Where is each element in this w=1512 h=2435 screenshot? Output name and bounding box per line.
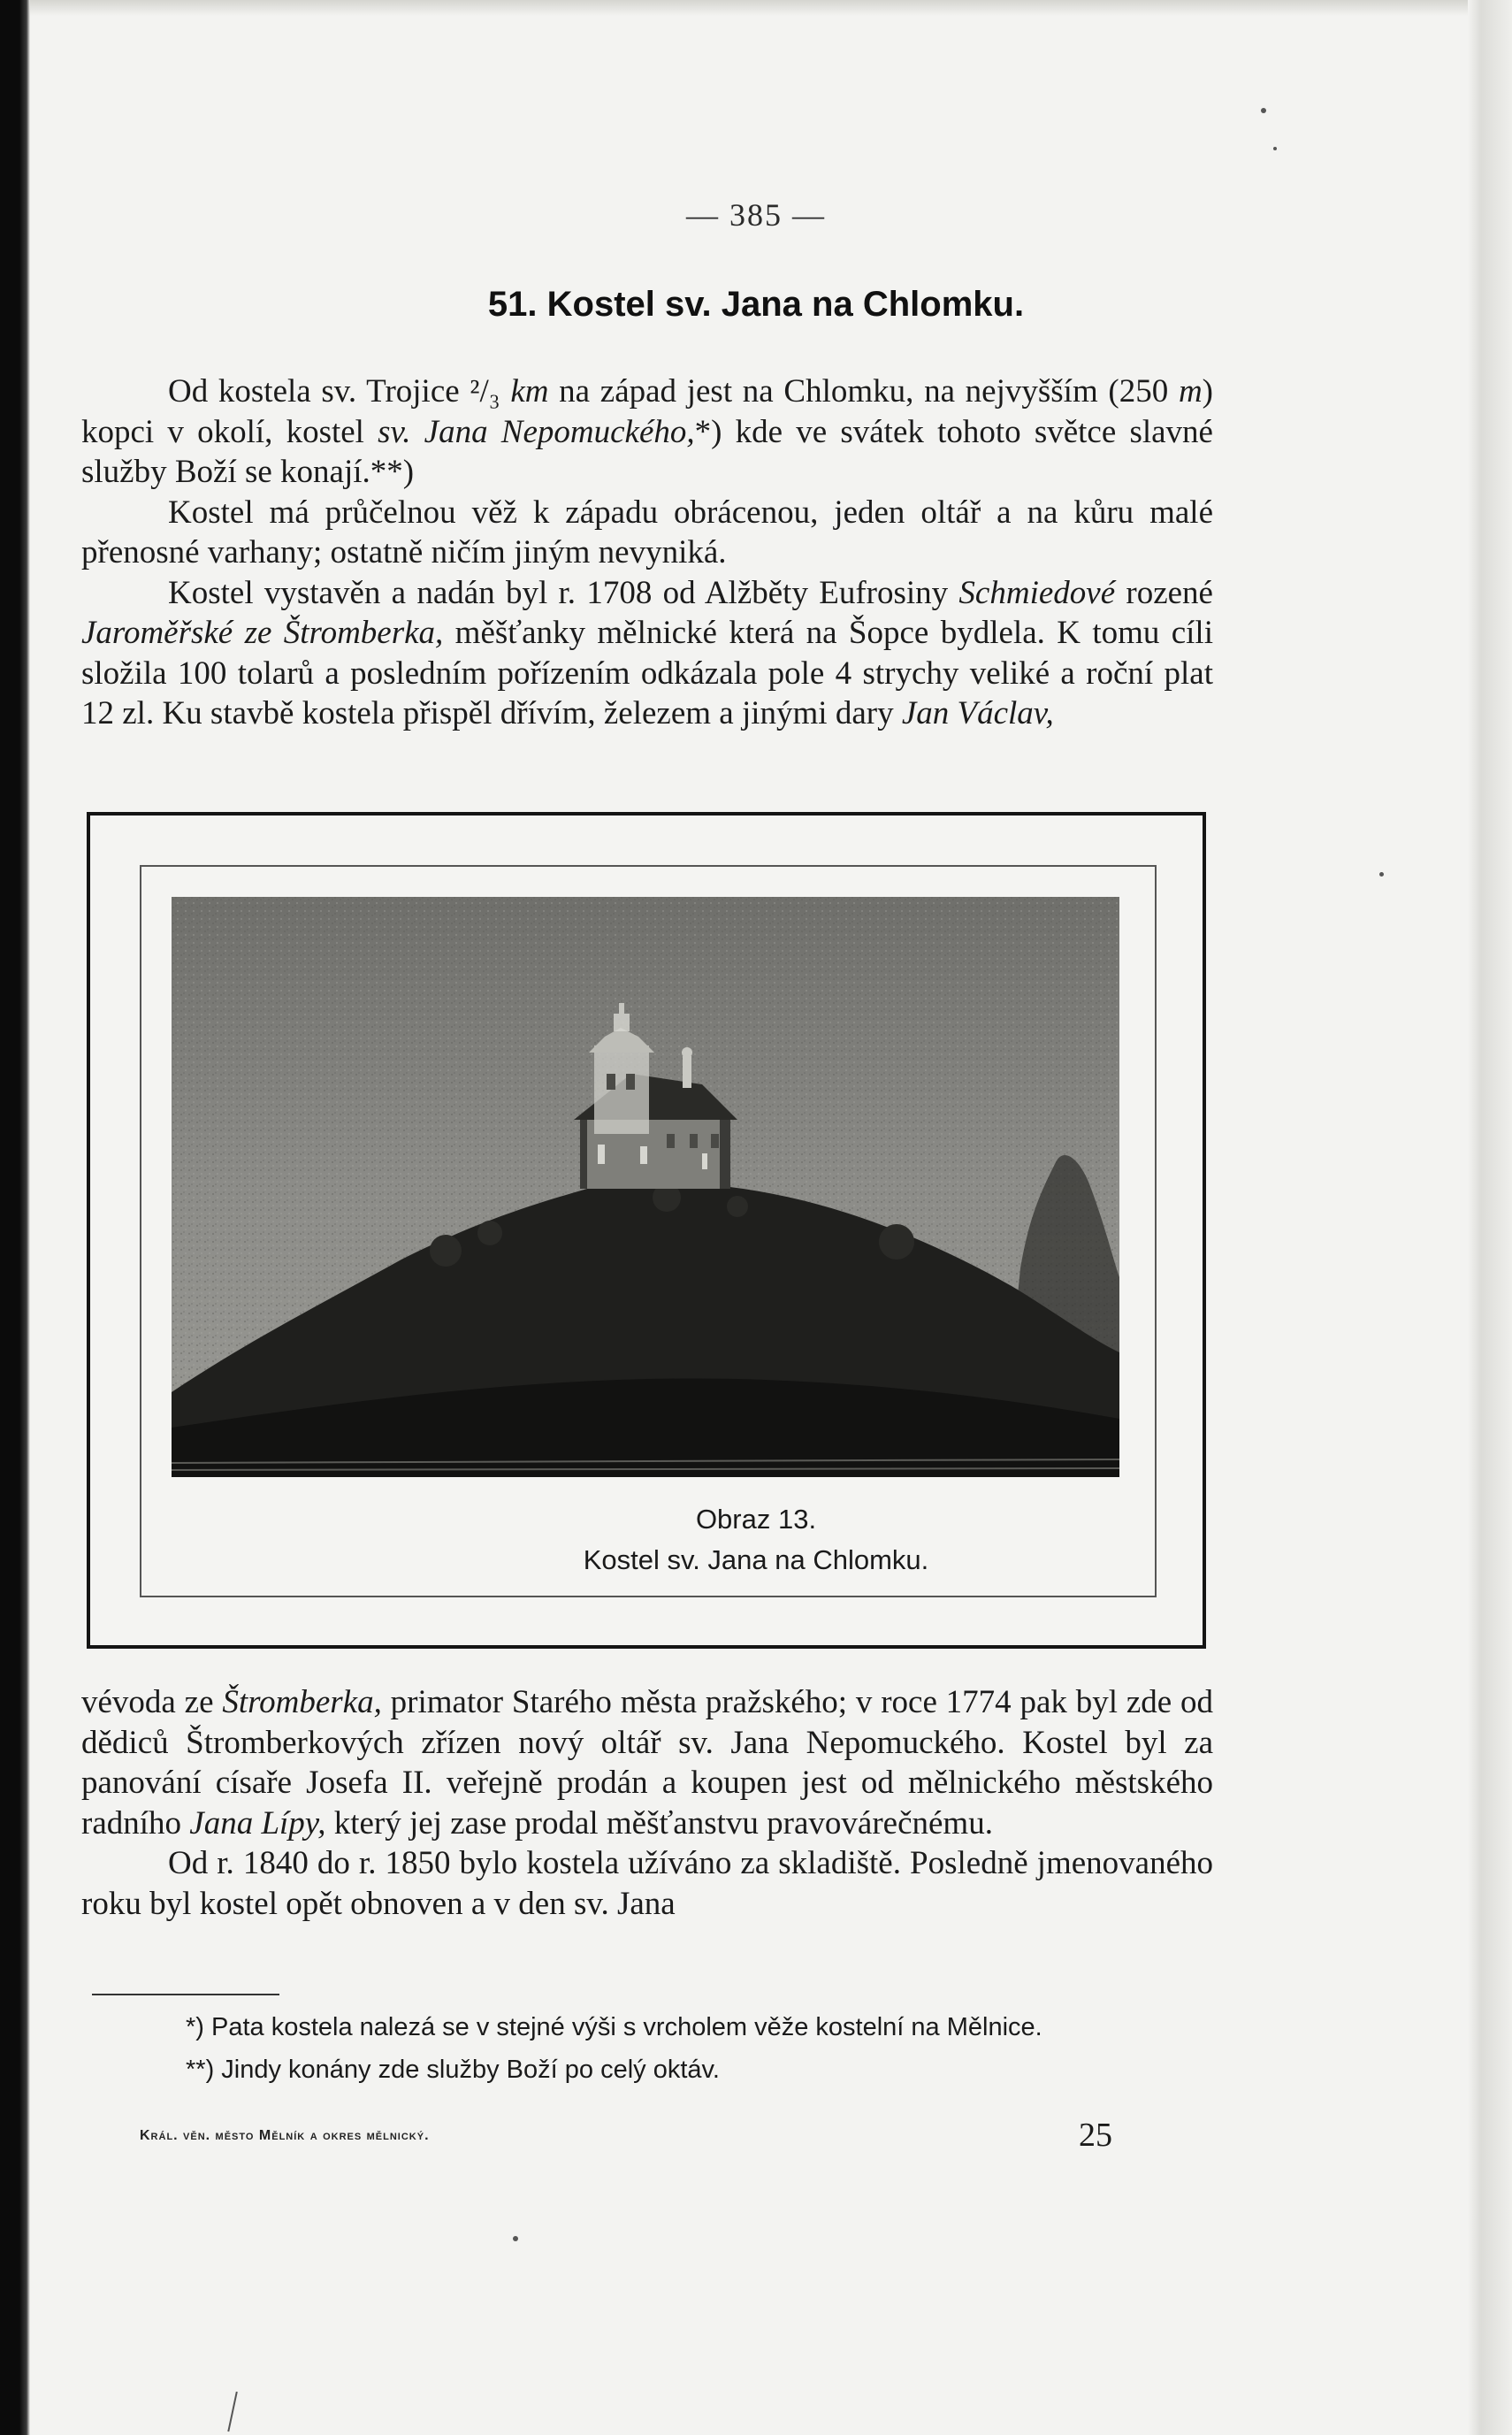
page-number: — 385 — <box>686 197 826 233</box>
italic-name: Jana Lípy, <box>189 1804 326 1842</box>
text-run: který jej zase prodal měšťanstvu pravovárečnému. <box>325 1804 993 1842</box>
text-run: Od r. 1840 do r. 1850 bylo kostela užíváno za skladiště. Posledně jmenovaného roku byl kostel opět obnoven a v den sv. Jana <box>81 1845 1213 1922</box>
sheet-number: 25 <box>1079 2117 1112 2154</box>
page-top-shadow <box>30 0 1468 16</box>
paragraph-1 <box>81 371 1213 493</box>
text-run: primator Starého města pražského; v roce 1774 pak byl zde od dědiců Štromberkových zřízen nový oltář sv. Jana Nepomuckého. Kostel byl za panování císaře Josefa II. veřejně prodán a koupen jest od mělnického městského radního <box>81 1684 1213 1842</box>
text-run: vévoda ze <box>81 1684 223 1720</box>
text-run: Od kostela sv. Trojice ²/₃ <box>168 373 511 410</box>
paragraph-4 <box>81 1682 1213 1843</box>
text-run: Kostel vystavěn a nadán byl r. 1708 od Alžběty Eufrosiny <box>168 574 959 611</box>
italic-name: Schmiedové <box>958 574 1116 611</box>
paragraph-3 <box>81 573 1213 734</box>
footnote-separator <box>92 1994 279 1995</box>
italic-name: m <box>1178 373 1203 410</box>
section-heading: 51. Kostel sv. Jana na Chlomku. <box>487 285 1025 324</box>
figure-caption-title: Kostel sv. Jana na Chlomku. <box>583 1544 929 1575</box>
footnote-2: **) Jindy konány zde služby Boží po celý oktáv. <box>186 2056 720 2084</box>
text-run: Kostel má průčelnou věž k západu obrácenou, jeden oltář a na kůru malé přenosné varhany; ostatně ničím jiným nevyniká. <box>81 494 1213 570</box>
photo-church-on-hill <box>172 897 1119 1477</box>
italic-name: Jaroměřské ze Štromberka, <box>81 615 444 651</box>
figure-caption-number: Obraz 13. <box>695 1504 817 1535</box>
pencil-mark <box>227 2392 241 2432</box>
footnote-1: *) Pata kostela nalezá se v stejné výši s vrcholem věže kostelní na Mělnice. <box>186 2013 1042 2041</box>
page-right-edge <box>1468 0 1512 2435</box>
paragraph-5 <box>81 1843 1213 1924</box>
paragraph-2 <box>81 493 1213 573</box>
speck <box>1379 872 1384 877</box>
text-run: *) kde ve svátek tohoto světce slavné služby Boží se konají.**) <box>81 413 1213 490</box>
speck <box>1261 108 1266 113</box>
body-text-top <box>81 371 1213 734</box>
text-run: rozené <box>1115 574 1213 611</box>
speck <box>513 2236 518 2241</box>
text-run: měšťanky mělnické která na Šopce bydlela. K tomu cíli složila 100 tolarů a posledním pořízením odkázala pole 4 strychy veliké a roční plat 12 zl. Ku stavbě kostela přispěl dřívím, železem a jinými dary <box>81 615 1213 731</box>
text-run: na západ jest na Chlomku, na nejvyšším (250 <box>548 373 1179 410</box>
printer-signature: Král. věn. město Mělník a okres mělnický. <box>140 2128 430 2143</box>
page-binding-edge <box>0 0 30 2435</box>
footnotes <box>92 2011 1215 2086</box>
italic-name: Jan Václav, <box>901 695 1054 731</box>
body-text-bottom <box>81 1682 1213 1924</box>
italic-name: Štromberka, <box>222 1684 382 1720</box>
text-run: ) kopci v okolí, kostel <box>81 373 1213 450</box>
speck <box>1273 147 1277 150</box>
italic-name: sv. Jana Nepomuckého, <box>378 413 695 450</box>
italic-name: km <box>510 373 549 410</box>
